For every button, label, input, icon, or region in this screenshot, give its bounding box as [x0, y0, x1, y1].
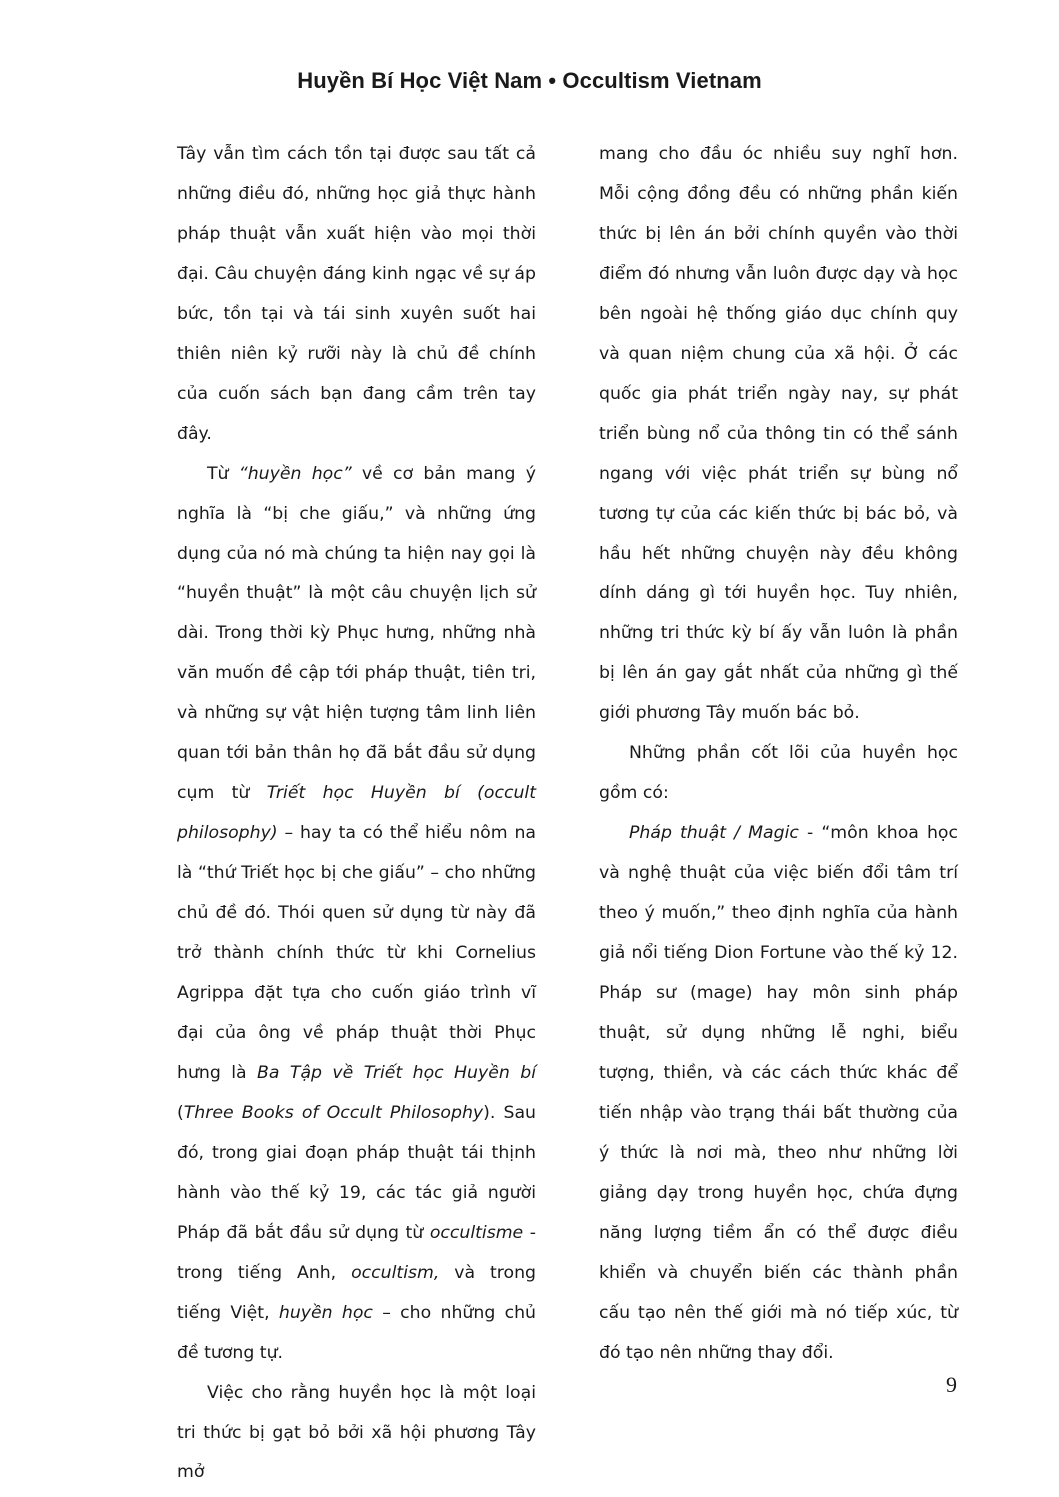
right-column [599, 135, 958, 1374]
paragraph: mang cho đầu óc nhiều suy nghĩ hơn. Mỗi cộng đồng đều có những phần kiến thức bị lên án bởi chính quyền vào thời điểm đó nhưng vẫn luôn được dạy và học bên ngoài hệ thống giáo dục chính quy và quan niệm chung của xã hội. Ở các quốc gia phát triển ngày nay, sự phát triển bùng nổ của thông tin có thể sánh ngang với việc phát triển sự bùng nổ tương tự của các kiến thức bị bác bỏ, và hầu hết những chuyện này đều không dính dáng gì tới huyền học. Tuy nhiên, những tri thức kỳ bí ấy vẫn luôn là phần bị lên án gay gắt nhất của những gì thế giới phương Tây muốn bác bỏ. [599, 144, 958, 724]
paragraph: Pháp thuật / Magic - “môn khoa học và nghệ thuật của việc biến đổi tâm trí theo ý muốn,” theo định nghĩa của hành giả nổi tiếng Dion Fortune vào thế kỷ 12. Pháp sư (mage) hay môn sinh pháp thuật, sử dụng những lễ nghi, biểu tượng, thiền, và các cách thức khác để tiến nhập vào trạng thái bất thường của ý thức là nơi mà, theo như những lời giảng dạy trong huyền học, chứa đựng năng lượng tiềm ẩn có thể được điều khiển và chuyển biến các thành phần cấu tạo nên thế giới mà nó tiếp xúc, từ đó tạo nên những thay đổi. [599, 823, 958, 1363]
paragraph: Những phần cốt lõi của huyền học gồm có: [599, 743, 958, 804]
paragraph: Từ “huyền học” về cơ bản mang ý nghĩa là “bị che giấu,” và những ứng dụng của nó mà chúng ta hiện nay gọi là “huyền thuật” là một câu chuyện lịch sử dài. Trong thời kỳ Phục hưng, những nhà văn muốn đề cập tới pháp thuật, tiên tri, và những sự vật hiện tượng tâm linh liên quan tới bản thân họ đã bắt đầu sử dụng cụm từ Triết học Huyền bí (occult philosophy) – hay ta có thể hiểu nôm na là “thứ Triết học bị che giấu” – cho những chủ đề đó. Thói quen sử dụng từ này đã trở thành chính thức từ khi Cornelius Agrippa đặt tựa cho cuốn giáo trình vĩ đại của ông về pháp thuật thời Phục hưng là Ba Tập về Triết học Huyền bí (Three Books of Occult Philosophy). Sau đó, trong giai đoạn pháp thuật tái thịnh hành vào thế kỷ 19, các tác giả người Pháp đã bắt đầu sử dụng từ occultisme - trong tiếng Anh, occultism, và trong tiếng Việt, huyền học – cho những chủ đề tương tự. [177, 463, 537, 1363]
paragraph: Việc cho rằng huyền học là một loại tri thức bị gạt bỏ bởi xã hội phương Tây mở [177, 1382, 536, 1483]
left-column [177, 135, 536, 1493]
page-number: 9 [946, 1372, 957, 1397]
running-header: Huyền Bí Học Việt Nam • Occultism Vietnam [297, 68, 762, 93]
paragraph: Tây vẫn tìm cách tồn tại được sau tất cả những điều đó, những học giả thực hành pháp thuật vẫn xuất hiện vào mọi thời đại. Câu chuyện đáng kinh ngạc về sự áp bức, tồn tại và tái sinh xuyên suốt hai thiên niên kỷ rưỡi này là chủ đề chính của cuốn sách bạn đang cầm trên tay đây. [177, 144, 536, 444]
